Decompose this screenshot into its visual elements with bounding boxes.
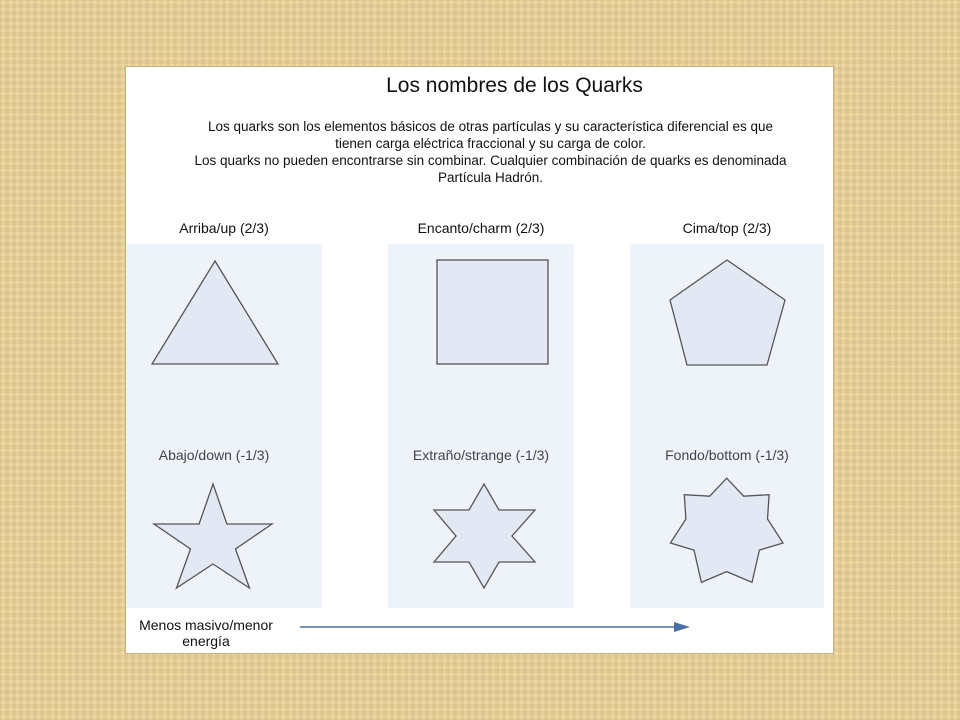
intro-line-2: tienen carga eléctrica fraccional y su carga de color. bbox=[335, 136, 646, 151]
intro-text bbox=[148, 118, 833, 186]
label-strange: Extraño/strange (-1/3) bbox=[412, 447, 550, 463]
legend-line-1: Menos masivo/menor bbox=[139, 617, 273, 633]
label-bottom: Fondo/bottom (-1/3) bbox=[665, 447, 789, 463]
label-down: Abajo/down (-1/3) bbox=[158, 447, 270, 463]
five-point-star-icon bbox=[154, 482, 274, 590]
label-top: Cima/top (2/3) bbox=[682, 220, 772, 236]
intro-line-4: Partícula Hadrón. bbox=[437, 170, 544, 185]
seven-point-star-icon bbox=[668, 476, 786, 584]
label-charm: Encanto/charm (2/3) bbox=[417, 220, 545, 236]
legend-line-2: energía bbox=[182, 633, 230, 649]
intro-line-3: Los quarks no pueden encontrarse sin combinar. Cualquier combinación de quarks es denominada bbox=[194, 153, 787, 168]
pentagon-icon bbox=[668, 259, 788, 367]
six-point-star-icon bbox=[432, 482, 538, 590]
energy-arrow bbox=[298, 619, 694, 635]
triangle-icon bbox=[151, 260, 281, 366]
intro-line-1: Los quarks son los elementos básicos de otras partículas y su característica diferencial es que bbox=[207, 119, 774, 134]
slide-title: Los nombres de los Quarks bbox=[386, 74, 643, 97]
label-up: Arriba/up (2/3) bbox=[179, 220, 269, 236]
slide bbox=[126, 67, 833, 653]
square-icon bbox=[436, 259, 550, 365]
energy-legend bbox=[126, 617, 286, 649]
